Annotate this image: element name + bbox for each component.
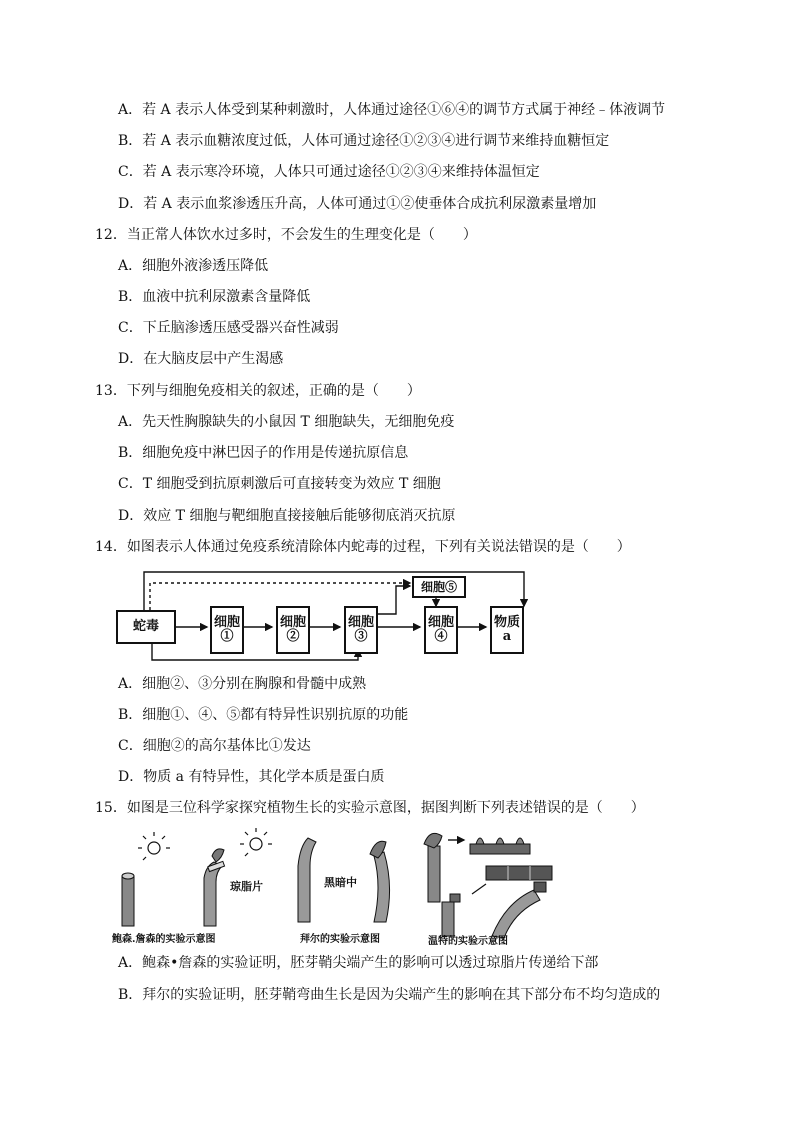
q12-option-d: D．在大脑皮层中产生渴感 (118, 351, 284, 367)
q11-option-d: D．若 A 表示血浆渗透压升高，人体可通过①②使垂体合成抗利尿激素量增加 (118, 196, 597, 212)
cell-1-box: 细胞① (210, 606, 244, 654)
q13-option-a: A．先天性胸腺缺失的小鼠因 T 细胞缺失，无细胞免疫 (118, 414, 455, 430)
q15-option-a: A．鲍森•詹森的实验证明，胚芽鞘尖端产生的影响可以透过琼脂片传递给下部 (118, 955, 599, 971)
q15-stem: 15．如图是三位科学家探究植物生长的实验示意图，据图判断下列表述错误的是（ ） (95, 800, 645, 816)
q14-option-a: A．细胞②、③分别在胸腺和骨髓中成熟 (118, 676, 367, 692)
q13-option-c: C．T 细胞受到抗原刺激后可直接转变为效应 T 细胞 (118, 476, 441, 492)
q12-option-c: C．下丘脑渗透压感受器兴奋性减弱 (118, 320, 339, 336)
q14-option-b: B．细胞①、④、⑤都有特异性识别抗原的功能 (118, 707, 409, 723)
q12-option-b: B．血液中抗利尿激素含量降低 (118, 289, 311, 305)
agar-label: 琼脂片 (230, 880, 263, 893)
dark-label: 黑暗中 (324, 876, 357, 889)
boysen-jensen-caption: 鲍森.詹森的实验示意图 (112, 934, 216, 945)
q12-stem: 12．当正常人体饮水过多时，不会发生的生理变化是（ ） (95, 227, 477, 243)
substance-a-box: 物质a (490, 606, 524, 654)
q14-stem: 14．如图表示人体通过免疫系统清除体内蛇毒的过程，下列有关说法错误的是（ ） (95, 539, 631, 555)
q13-option-d: D．效应 T 细胞与靶细胞直接接触后能够彻底消灭抗原 (118, 508, 456, 524)
q11-option-b: B．若 A 表示血糖浓度过低，人体可通过途径①②③④进行调节来维持血糖恒定 (118, 133, 610, 149)
q13-stem: 13．下列与细胞免疫相关的叙述，正确的是（ ） (95, 383, 421, 399)
cell-2-box: 细胞② (276, 606, 310, 654)
cell-3-box: 细胞③ (344, 606, 378, 654)
cell-4-box: 细胞④ (424, 606, 458, 654)
plant-experiment-figure (112, 826, 572, 947)
immune-process-diagram (112, 566, 532, 666)
q14-option-d: D．物质 a 有特异性，其化学本质是蛋白质 (118, 769, 385, 785)
snake-venom-box: 蛇毒 (116, 610, 176, 644)
sun-icon-1 (138, 832, 170, 860)
went-caption: 温特的实验示意图 (428, 936, 508, 947)
q11-option-c: C．若 A 表示寒冷环境，人体只可通过途径①②③④来维持体温恒定 (118, 164, 540, 180)
paal-caption: 拜尔的实验示意图 (300, 934, 380, 945)
q13-option-b: B．细胞免疫中淋巴因子的作用是传递抗原信息 (118, 445, 409, 461)
q12-option-a: A．细胞外液渗透压降低 (118, 258, 269, 274)
q15-option-b: B．拜尔的实验证明，胚芽鞘弯曲生长是因为尖端产生的影响在其下部分布不均匀造成的 (118, 987, 661, 1003)
cell-5-box: 细胞⑤ (412, 576, 466, 598)
q14-option-c: C．细胞②的高尔基体比①发达 (118, 738, 311, 754)
sun-icon-2 (240, 828, 272, 856)
q11-option-a: A．若 A 表示人体受到某种刺激时，人体通过途径①⑥④的调节方式属于神经﹣体液调节 (118, 102, 666, 118)
